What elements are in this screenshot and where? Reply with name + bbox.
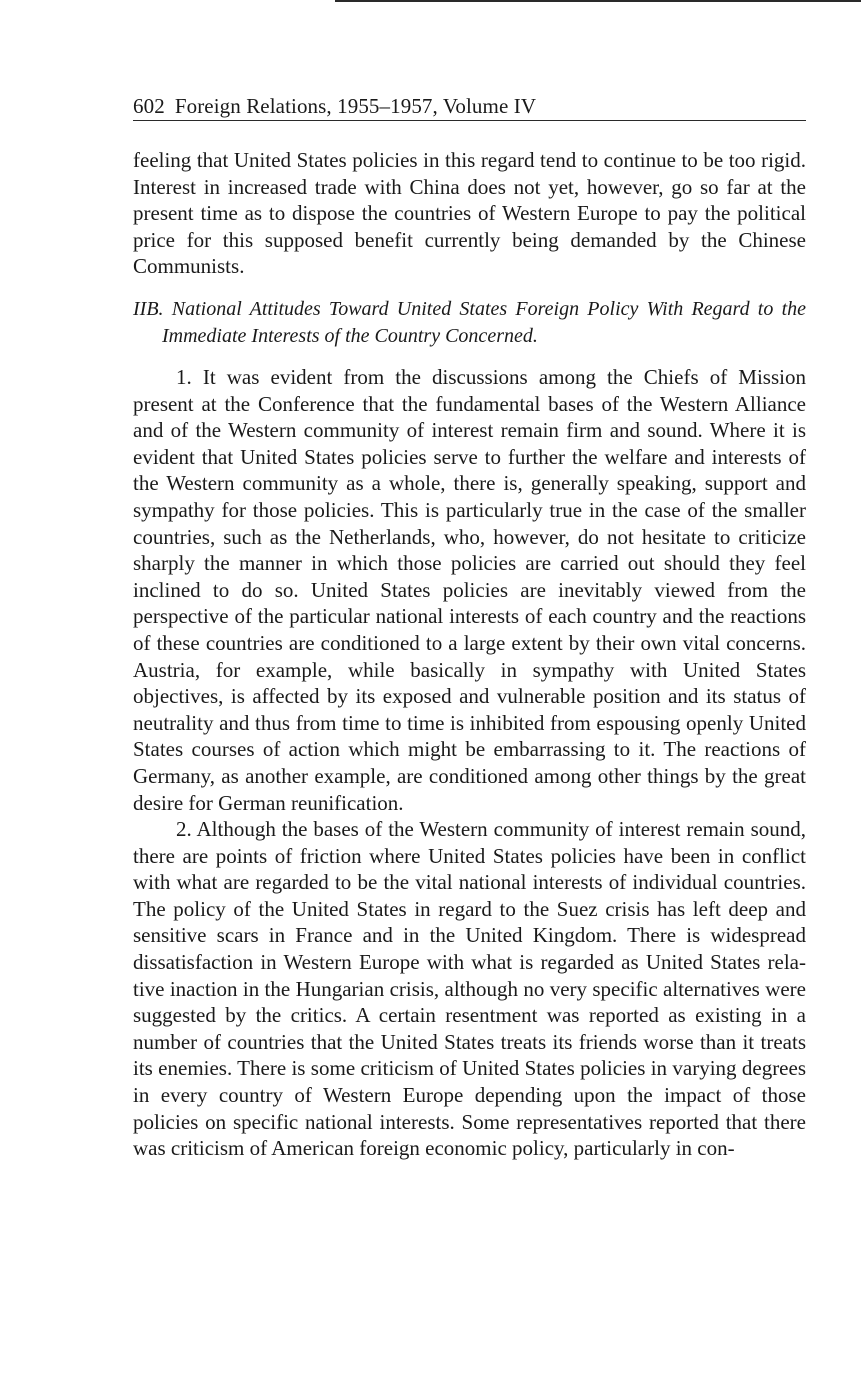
header-rule	[133, 120, 806, 121]
running-header	[133, 92, 806, 120]
paragraph-1: 1. It was evident from the discussions among the Chiefs of Mission present at the Conference that the fundamental bases of the Western Alliance and of the Western community of interest remain firm and sound. Where it is evident that United States policies serve to further the welfare and interests of the Western community as a whole, there is, generally speaking, support and sympathy for those policies. This is particularly true in the case of the smaller countries, such as the Netherlands, who, however, do not hesitate to criticize sharply the manner in which those policies are carried out should they feel inclined to do so. United States policies are inevitably viewed from the perspective of the particular national interests of each country and the reactions of these countries are conditioned to a large extent by their own vital concerns. Austria, for example, while basically in sympathy with United States objectives, is affected by its exposed and vulnerable position and its status of neutrality and thus from time to time is inhibited from espousing openly United States courses of action which might be embarrassing to it. The reactions of Germany, as another example, are conditioned among other things by the great desire for German reunification.	[133, 365, 806, 815]
running-title: Foreign Relations, 1955–1957, Volume IV	[174, 94, 537, 118]
continued-paragraph-block	[133, 147, 806, 280]
continued-paragraph: feeling that United States policies in this regard tend to continue to be too rigid. Interest in increased trade with China does not yet, however, go so far at the present time as to dispose the countries of Western Europe to pay the political price for this supposed benefit currently being demanded by the Chinese Communists.	[133, 148, 806, 279]
page-number: 602	[133, 94, 165, 118]
section-heading: IIB. National Attitudes Toward United States Foreign Policy With Regard to the Immediate Interests of the Country Concerned.	[133, 298, 806, 347]
paragraph-2: 2. Although the bases of the Western community of interest remain sound, there are points of friction where United States policies have been in conflict with what are regarded to be the vital national interests of individual countries. The policy of the United States in regard to the Suez crisis has left deep and sensitive scars in France and in the United Kingdom. There is widespread dissatisfaction in Western Europe with what is regarded as United States relative inaction in the Hungarian crisis, although no very specific alternatives were suggested by the critics. A certain resentment was reported as existing in a number of countries that the United States treats its friends worse than it treats its enemies. There is some criticism of United States policies in varying degrees in every country of Western Europe depending upon the impact of those policies on specific national interests. Some representatives reported that there was criticism of American foreign economic policy, particularly in con-	[133, 817, 806, 1161]
top-edge-rule	[335, 0, 861, 2]
numbered-paragraphs	[133, 364, 806, 1162]
